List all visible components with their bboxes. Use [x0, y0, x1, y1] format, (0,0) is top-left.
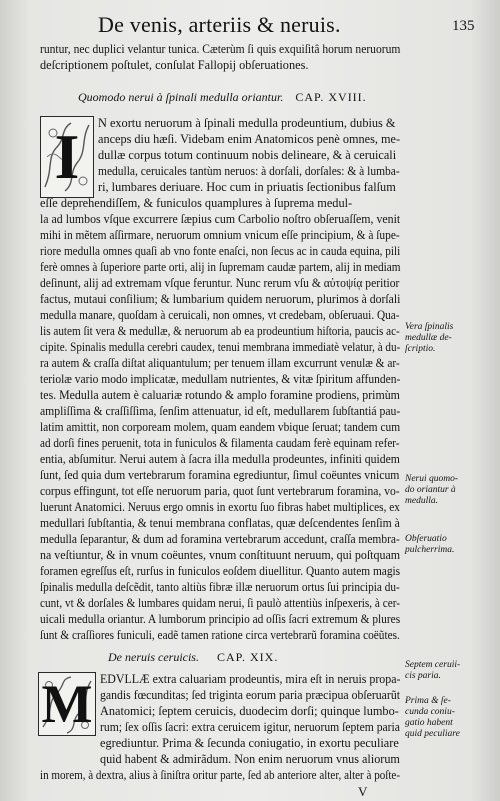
decorated-initial-i [40, 116, 94, 198]
decorated-initial-m [38, 672, 96, 736]
margin-note-line: medullæ de- [405, 333, 452, 343]
page-header [0, 10, 500, 38]
body-line: medullari ſubſtantia, & tenui membrana conflatas, quæ deſcendentes ſenſim à [40, 516, 400, 530]
margin-note-line: pulcherrima. [405, 545, 455, 555]
body-line: anceps diu hæſi. Videbam enim Anatomicos penè omnes, me- [98, 132, 401, 146]
body-line: gandis fœcunditas; ſed triginta eorum paria præcipua obſeruarũt [100, 688, 400, 702]
body-line: ſpinalis medulla deſcẽdit, tanto altiùs fibræ illæ neruorum ortus ſui principia du- [40, 580, 400, 594]
body-line: eſſe deprehendiſſem, & funiculos quamplures à ſuprema medul- [40, 196, 353, 210]
body-line: lis autem ſit vera & medullæ, & neruorum ab ea prodeuntium hiſtoria, paucis ac- [40, 324, 400, 338]
body-line: teriolæ vario modo implicatæ, medullam nutrientes, & vitæ ſpiritum affunden- [40, 372, 401, 386]
body-line: cipite. Spinalis medulla cerebri caudex, tenui membrana immediatè velatur, à du- [40, 340, 401, 354]
body-line: medulla, ceruicales tantùm neruos: à dorſali, dorſales: & à lumba- [98, 164, 400, 178]
body-line: EDVLLÆ extra caluariam prodeuntis, mira eſt in neruis propa- [100, 672, 401, 686]
body-line: luerunt Anatomici. Neruus ergo omnis in exortu ſuo fibras habet multiplices, ex [40, 500, 400, 514]
body-line: na veſtiuntur, & in vnum coëuntes, vnum conſtituunt neruum, qui poſtquam [40, 548, 401, 562]
body-line: cunt, vt & dorſales & lumbares quidam nerui, ſi paulò attentiùs inſpexeris, à cer- [40, 596, 400, 610]
body-line: ſunt & craſſiores funiculi, eadẽ tamen ratione circa vertebrarũ foramina coëũtes. [40, 628, 400, 642]
body-line: N exortu neruorum à ſpinali medulla prodeuntium, dubius & [98, 116, 396, 130]
margin-note-line: do oriantur à [405, 485, 456, 495]
intro-line: runtur, nec duplici velantur tunica. Cæterùm ſi quis exquiſitâ horum neruorum [40, 42, 401, 56]
margin-note-line: quid peculiare [405, 729, 460, 739]
body-line: latim amittit, non corpoream molem, quam eandem vbique ſeruat; tandem cum [40, 420, 401, 434]
body-line: ampliſſima & craſſiſſima, ſenſim attenuatur, id eſt, medullarem ſubſtantiá pau- [40, 404, 401, 418]
body-line: uicali medulla oriantur. A lumborum principio ad oſſis ſacri extremum & plures [40, 612, 401, 626]
body-line: factus, mutaui conſilium; & lumbarium quidem neruorum, plurimos à dorſali [40, 292, 401, 306]
body-line: ra autem & craſſa diſtat aliquantulum; per tenuem illam excurrunt venulæ & ar- [40, 356, 400, 370]
body-line: entia, abſumitur. Nerui autem à ſacra illa medulla prodeuntes, infiniti quidem [40, 452, 400, 466]
body-line: foramen egreſſus eſt, rurſus in funiculos eoſdem diuellitur. Quanto autem magis [40, 564, 401, 578]
margin-note-line: Vera ſpinalis [405, 322, 454, 332]
margin-note-line: Obſeruatio [405, 534, 447, 544]
chapter-19-heading [108, 650, 278, 665]
margin-note-line: Septem ceruii- [405, 660, 461, 670]
body-line: ferè omnes à ſuperiore parte orti, alij in ſupremam caudæ partem, alij in mediam [40, 260, 401, 274]
chapter-19-cap: CAP. XIX. [216, 650, 279, 664]
body-line: tes. Medulla autem è caluariæ rotundo & amplo foramine prodiens, primùm [40, 388, 400, 402]
catchword: V [358, 784, 368, 799]
margin-note [405, 660, 485, 682]
body-line: la ad lumbos vſque excurrere ſæpius cum Carbolio noſtro obſeruaſſem, venit [40, 212, 401, 226]
intro-line: deſcriptionem poſtulet, conſulat Fallopij obſeruationes. [40, 58, 309, 72]
body-line: medulla ſeparantur, & dum ad foramina vertebrarum accedunt, craſſa membra- [40, 532, 400, 546]
margin-note [405, 696, 485, 740]
margin-note-line: cunda coniu- [405, 707, 455, 717]
running-title: De venis, arteriis & neruis. [98, 12, 341, 37]
body-line: quid habent & admirãdum. Non enim neruorum vnus aliorum [100, 752, 400, 766]
initial-letter: M [41, 674, 93, 734]
margin-note-line: Prima & ſe- [405, 696, 451, 706]
margin-note [405, 534, 485, 556]
body-line: ri, lumbares deriuare. Hoc cum in priuatis ſectionibus falſum [98, 180, 396, 194]
body-line: riore medulla omnes quaſi ab vno fonte enaſci, non ſecus ac in cauda equina, pili [40, 244, 401, 258]
body-line: egrediuntur. Prima & ſecunda coniugatio, in exortu peculiare [100, 736, 399, 750]
body-line: deſinunt, alij ad extremam vſque feruntur. Nunc rerum vſu & αὐτοψίᾳ peritior [40, 276, 400, 290]
margin-note-line: medulla. [405, 496, 438, 506]
margin-note [405, 474, 485, 507]
body-line: dullæ corpus totum continuum nobis delineare, & à ceruicali [98, 148, 397, 162]
margin-note-line: Nerui quomo- [405, 474, 459, 484]
chapter-18-heading [78, 90, 367, 105]
chapter-19-title: De neruis ceruicis. [108, 650, 199, 664]
margin-note [405, 322, 485, 355]
chapter-18-title: Quomodo nerui à ſpinali medulla oriantur. [78, 90, 284, 104]
body-line: corpus effingunt, tot eſſe neruorum paria, quot ſunt vertebrarum foramina, vo- [40, 484, 400, 498]
chapter-18-cap: CAP. XVIII. [295, 90, 367, 104]
body-line: medulla manare, quoſdam à ceruicali, non omnes, vt credebam, obſeruaui. Qua- [40, 308, 400, 322]
body-line: ad dorſi fines peruenit, tota in funiculos & filamenta caudam ferè equinam refer- [40, 436, 400, 450]
margin-note-line: ſcriptio. [405, 344, 436, 354]
body-line: rum; ſex oſſis ſacri: extra ceruicem igitur, neruorum ſeptem paria [100, 720, 400, 734]
page-number: 135 [452, 18, 475, 34]
body-line: ſunt, ſed quia dum vertebrarum foramina egrediuntur, ſimul coëuntes vnicum [40, 468, 400, 482]
margin-note-line: cis paria. [405, 671, 441, 681]
body-line: mihi in mẽtem aſſirmare, neruorum omnium vnicum eſſe principium, & à ſupe- [40, 228, 400, 242]
initial-letter: I [54, 121, 80, 192]
body-line: Anatomici; ſeptem ceruicis, duodecim dorſi; quinque lumbo- [100, 704, 399, 718]
body-line: in morem, à dextra, alius à ſiniſtra oritur parte, ſed ab anteriore alter, alter à poſte- [40, 768, 401, 782]
margin-note-line: gatio habent [405, 718, 453, 728]
